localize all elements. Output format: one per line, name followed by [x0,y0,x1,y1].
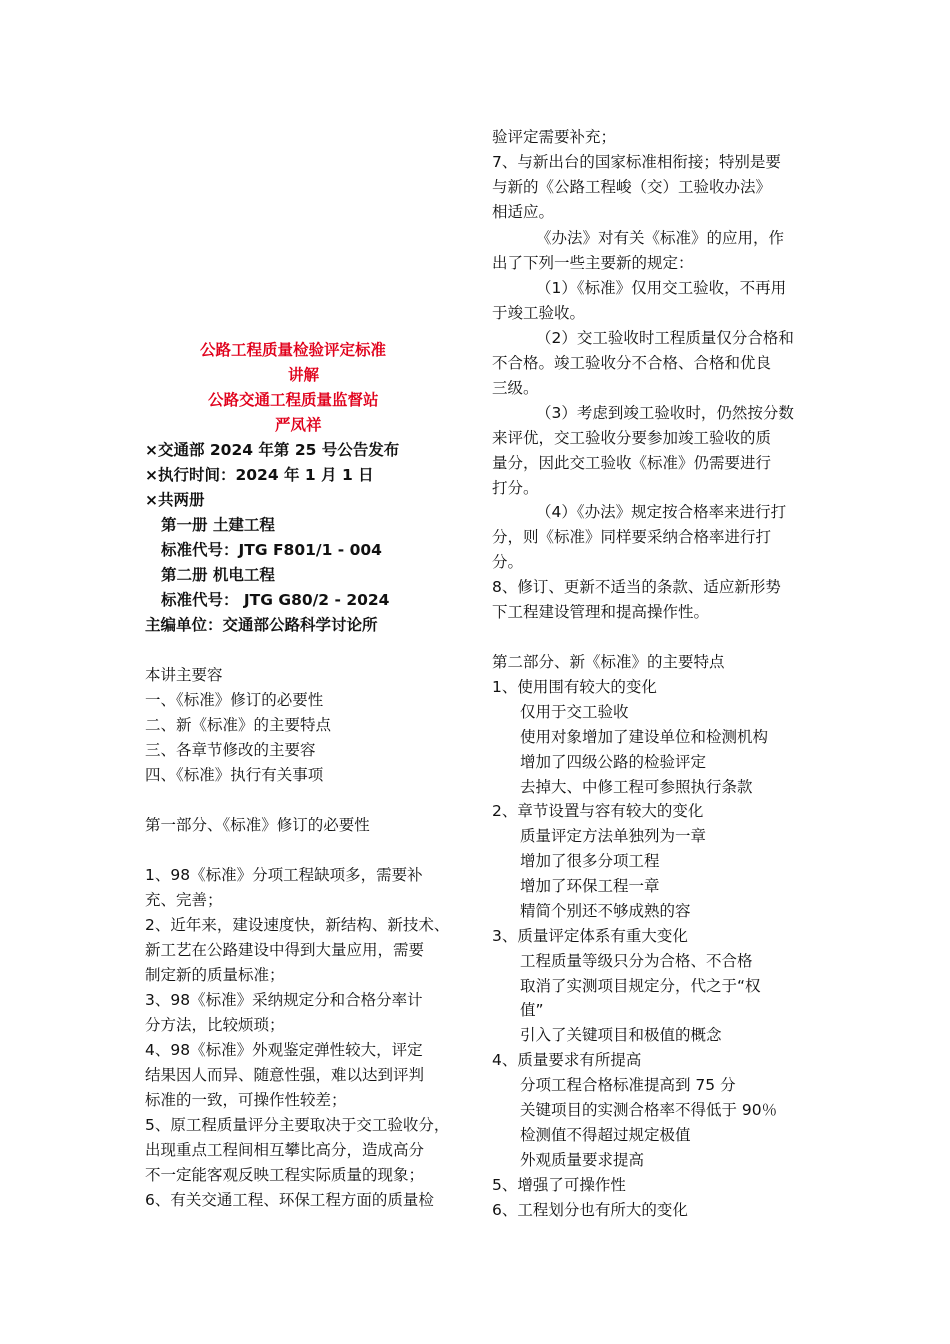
feature-item: 使用对象增加了建设单位和检测机构 [520,728,769,746]
text-line: 打分。 [492,479,539,497]
text-line: 出现重点工程间相互攀比高分，造成高分 [145,1141,425,1159]
text-line: 2、近年来，建设速度快，新结构、新技术、 [145,916,450,934]
text-line: 三级。 [492,379,539,397]
feature-heading: 2、章节设置与容有较大的变化 [492,802,704,820]
feature-item: 取消了实测项目规定分，代之于“权 [520,977,761,995]
text-line: （3）考虑到竣工验收时，仍然按分数 [536,404,794,422]
text-line: 5、原工程质量评分主要取决于交工验收分， [145,1116,450,1134]
feature-heading: 5、增强了可操作性 [492,1176,626,1194]
feature-item: 去掉大、中修工程可参照执行条款 [520,778,753,796]
text-line: 分。 [492,553,524,571]
feature-item: 精简个别还不够成熟的容 [520,902,691,920]
text-line: 下工程建设管理和提高操作性。 [492,603,710,621]
outline-item: 一、《标准》修订的必要性 [145,691,324,709]
feature-item: 检测值不得超过规定极值 [520,1126,691,1144]
outline-item: 二、新《标准》的主要特点 [145,716,332,734]
text-line: （1）《标准》仅用交工验收，不再用 [536,279,787,297]
info-line: 标准代号：JTG F801/1 - 004 [161,541,382,559]
feature-heading: 3、质量评定体系有重大变化 [492,927,688,945]
feature-item: 分项工程合格标准提高到 75 分 [520,1076,736,1094]
text-line: 1、98《标准》分项工程缺项多，需要补 [145,866,423,884]
feature-heading: 1、使用围有较大的变化 [492,678,657,696]
info-line: 标准代号： JTG G80/2 - 2024 [161,591,390,609]
text-line: 新工艺在公路建设中得到大量应用，需要 [145,941,425,959]
text-line: 与新的《公路工程峻（交）工验收办法》 [492,178,772,196]
doc-subtitle: 讲解 [288,366,320,384]
text-line: 量分，因此交工验收《标准》仍需要进行 [492,454,772,472]
feature-item: 增加了四级公路的检验评定 [520,753,707,771]
text-line: 不合格。竣工验收分不合格、合格和优良 [492,354,772,372]
feature-item: 仅用于交工验收 [520,703,629,721]
doc-organization: 公路交通工程质量监督站 [208,391,379,409]
feature-item: 关键项目的实测合格率不得低于 90％ [520,1101,778,1119]
text-line: 《办法》对有关《标准》的应用，作 [536,229,785,247]
feature-heading: 4、质量要求有所提高 [492,1051,642,1069]
text-line: 出了下列一些主要新的规定： [492,254,694,272]
doc-author: 严凤祥 [275,416,322,434]
text-line: 8、修订、更新不适当的条款、适应新形势 [492,578,781,596]
text-line: 分方法，比较烦琐； [145,1016,285,1034]
feature-item: 增加了环保工程一章 [520,877,660,895]
feature-item: 引入了关键项目和极值的概念 [520,1026,722,1044]
feature-item: 外观质量要求提高 [520,1151,645,1169]
info-line: ×执行时间：2024 年 1 月 1 日 [145,466,374,484]
text-line: 分，则《标准》同样要采纳合格率进行打 [492,528,772,546]
text-line: 不一定能客观反映工程实际质量的现象； [145,1166,425,1184]
outline-item: 四、《标准》执行有关事项 [145,766,324,784]
info-line: ×共两册 [145,491,205,509]
feature-item: 增加了很多分项工程 [520,852,660,870]
text-line: 结果因人而异、随意性强，难以达到评判 [145,1066,425,1084]
text-line: 3、98《标准》采纳规定分和合格分率计 [145,991,423,1009]
text-line: （4）《办法》规定按合格率来进行打 [536,503,787,521]
info-line: 第二册 机电工程 [161,566,275,584]
text-line: 验评定需要补充； [492,128,617,146]
text-line: 于竣工验收。 [492,304,586,322]
text-line: 标准的一致，可操作性较差； [145,1091,347,1109]
text-line: 相适应。 [492,203,555,221]
outline-heading: 本讲主要容 [145,666,223,684]
feature-item: 值” [520,1001,544,1019]
feature-item: 质量评定方法单独列为一章 [520,827,707,845]
text-line: 来评优，交工验收分要参加竣工验收的质 [492,429,772,447]
text-line: 6、有关交通工程、环保工程方面的质量检 [145,1191,434,1209]
info-line: 第一册 土建工程 [161,516,275,534]
text-line: 充、完善； [145,891,223,909]
feature-heading: 6、工程划分也有所大的变化 [492,1201,688,1219]
info-line: ×交通部 2024 年第 25 号公告发布 [145,441,400,459]
section-heading: 第一部分、《标准》修订的必要性 [145,816,370,834]
feature-item: 工程质量等级只分为合格、不合格 [520,952,753,970]
doc-title: 公路工程质量检验评定标准 [200,341,387,359]
text-line: 7、与新出台的国家标准相衔接；特别是要 [492,153,781,171]
info-line: 主编单位：交通部公路科学讨论所 [145,616,378,634]
text-line: 4、98《标准》外观鉴定弹性较大，评定 [145,1041,423,1059]
text-line: （2）交工验收时工程质量仅分合格和 [536,329,794,347]
text-line: 制定新的质量标准； [145,966,285,984]
section-heading: 第二部分、新《标准》的主要特点 [492,653,725,671]
outline-item: 三、各章节修改的主要容 [145,741,316,759]
